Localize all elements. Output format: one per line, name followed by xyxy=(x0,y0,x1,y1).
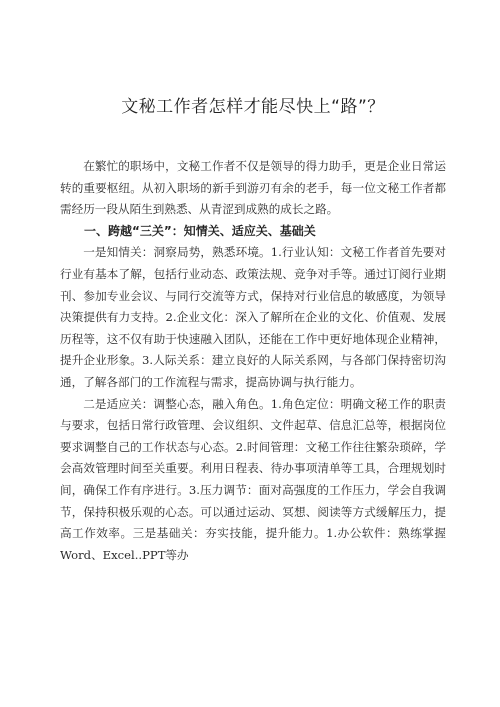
shiying-paragraph: 二是适应关：调整心态，融入角色。1.角色定位：明确文秘工作的职责与要求，包括日常行政管理、会议组织、文件起草、信息汇总等，根据岗位要求调整自己的工作状态与心态。2.时间管理：文秘工作往往繁杂琐碎，学会高效管理时间至关重要。利用日程表、待办事项清单等工具，合理规划时间，确保工作有序进行。3.压力调节：面对高强度的工作压力，学会自我调节，保持积极乐观的心态。可以通过运动、冥想、阅读等方式缓解压力，提高工作效率。三是基础关：夯实技能，提升能力。1.办公软件：熟练掌握Word、Excel..PPT等办 xyxy=(60,396,446,562)
intro-paragraph: 在繁忙的职场中，文秘工作者不仅是领导的得力助手，更是企业日常运转的重要枢纽。从初入职场的新手到游刃有余的老手，每一位文秘工作者都需经历一段从陌生到熟悉、从青涩到成熟的成长之路。 xyxy=(60,159,446,217)
document-body xyxy=(60,156,446,566)
section-heading: 一、跨越“三关”：知情关、适应关、基础关 xyxy=(84,223,316,238)
document-title: 文秘工作者怎样才能尽快上“路”？ xyxy=(121,97,385,117)
zhiqing-paragraph: 一是知情关：洞察局势，熟悉环境。1.行业认知：文秘工作者首先要对行业有基本了解，包括行业动态、政策法规、竞争对手等。通过订阅行业期刊、参加专业会议、与同行交流等方式，保持对行业信息的敏感度，为领导决策提供有力支持。2.企业文化：深入了解所在企业的文化、价值观、发展历程等，这不仅有助于快速融入团队，还能在工作中更好地体现企业精神，提升企业形象。3.人际关系：建立良好的人际关系网，与各部门保持密切沟通，了解各部门的工作流程与需求，提高协调与执行能力。 xyxy=(60,245,446,389)
